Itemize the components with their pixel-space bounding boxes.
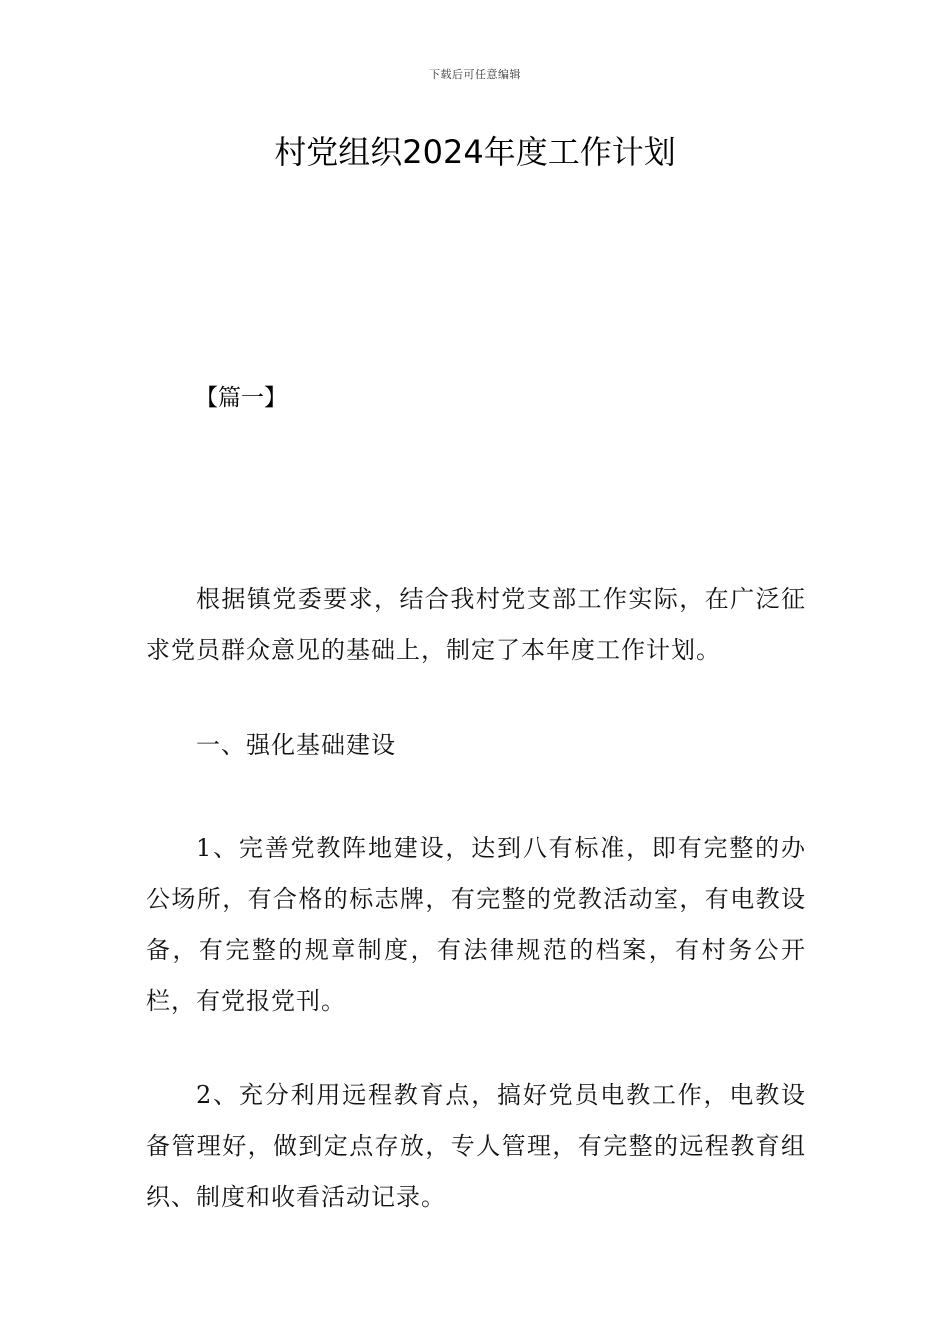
header-note: 下载后可任意编辑 <box>429 68 521 81</box>
document-title: 村党组织2024年度工作计划 <box>274 133 676 171</box>
intro-paragraph: 根据镇党委要求，结合我村党支部工作实际，在广泛征求党员群众意见的基础上，制定了本年度工作计划。 <box>146 585 806 664</box>
section-heading-1: 一、强化基础建设 <box>196 731 396 759</box>
section-marker: 【篇一】 <box>195 385 287 411</box>
list-item-1: 1、完善党教阵地建设，达到八有标准，即有完整的办公场所，有合格的标志牌，有完整的党教活动室，有电教设备，有完整的规章制度，有法律规范的档案，有村务公开栏，有党报党刊。 <box>146 834 806 1015</box>
list-item-2: 2、充分利用远程教育点，搞好党员电教工作，电教设备管理好，做到定点存放，专人管理，有完整的远程教育组织、制度和收看活动记录。 <box>146 1081 806 1211</box>
